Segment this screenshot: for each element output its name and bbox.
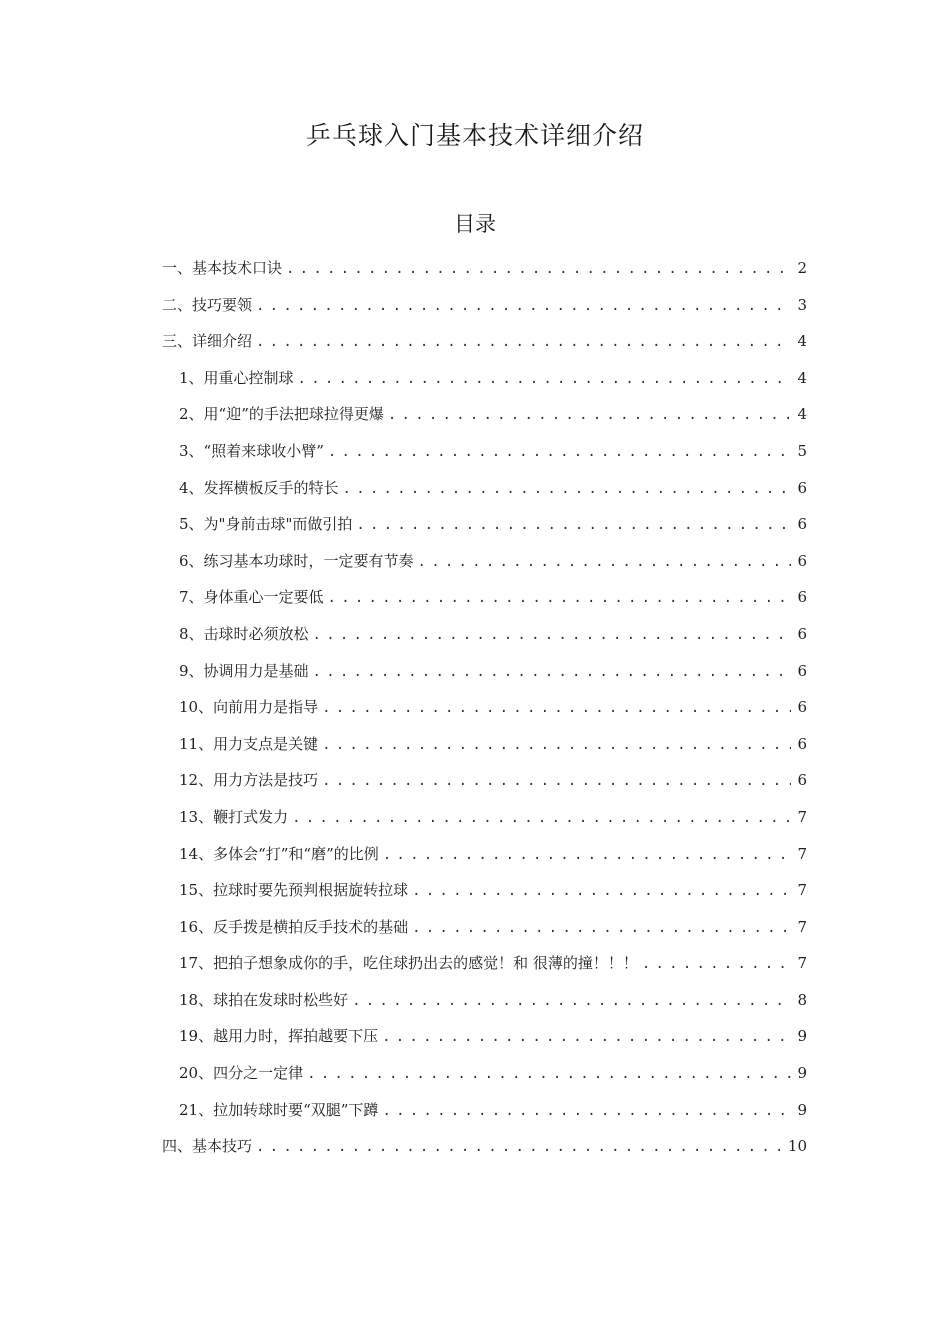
toc-entry-label: 15、拉球时要先预判根据旋转拉球 <box>179 881 409 900</box>
toc-entry-basic-skills[interactable] <box>162 1133 807 1170</box>
toc-page-number: 6 <box>797 771 807 790</box>
toc-page-number: 9 <box>797 1064 807 1083</box>
toc-dot-leader <box>418 549 791 575</box>
toc-entry-label: 16、反手拨是横拍反手技术的基础 <box>179 917 409 936</box>
toc-entry-detailed-introduction[interactable] <box>162 328 807 365</box>
toc-entry-basic-technique-mnemonic[interactable] <box>162 255 807 292</box>
toc-subentry-9[interactable] <box>162 658 807 695</box>
toc-entry-label: 6、练习基本功球时，一定要有节奏 <box>179 551 414 570</box>
toc-dot-leader <box>383 842 791 868</box>
toc-subentry-7[interactable] <box>162 584 807 621</box>
toc-subentry-5[interactable] <box>162 511 807 548</box>
toc-dot-leader <box>352 988 791 1014</box>
toc-dot-leader <box>313 622 791 648</box>
toc-dot-leader <box>388 402 791 428</box>
toc-page-number: 3 <box>797 295 807 314</box>
toc-entry-label: 一、基本技术口诀 <box>162 259 283 277</box>
toc-dot-leader <box>412 915 791 941</box>
toc-page-number: 4 <box>797 368 807 387</box>
toc-page-number: 9 <box>797 1100 807 1119</box>
toc-dot-leader <box>382 1024 791 1050</box>
toc-dot-leader <box>322 695 791 721</box>
toc-entry-label: 4、发挥横板反手的特长 <box>179 478 339 497</box>
toc-dot-leader <box>356 512 791 538</box>
toc-entry-label: 7、身体重心一定要低 <box>179 588 324 607</box>
toc-page-number: 8 <box>797 990 807 1009</box>
toc-page-number: 6 <box>797 478 807 497</box>
toc-subentry-13[interactable] <box>162 804 807 841</box>
toc-entry-label: 1、用重心控制球 <box>179 368 294 387</box>
toc-entry-label: 8、击球时必须放松 <box>179 624 309 643</box>
toc-dot-leader <box>256 293 791 319</box>
toc-page-number: 9 <box>797 1027 807 1046</box>
table-of-contents <box>162 255 807 1170</box>
toc-page-number: 2 <box>797 259 807 277</box>
toc-entry-label: 17、把拍子想象成你的手，吃住球扔出去的感觉！和 很薄的撞！！！ <box>179 954 638 973</box>
toc-dot-leader <box>307 1061 791 1087</box>
toc-page-number: 6 <box>797 588 807 607</box>
toc-page-number: 6 <box>797 734 807 753</box>
toc-subentry-17[interactable] <box>162 950 807 987</box>
toc-entry-label: 13、鞭打式发力 <box>179 807 289 826</box>
toc-entry-label: 20、四分之一定律 <box>179 1064 304 1083</box>
toc-entry-technique-essentials[interactable] <box>162 292 807 329</box>
toc-entry-label: 3、“照着来球收小臂” <box>179 441 324 460</box>
toc-entry-label: 18、球拍在发球时松些好 <box>179 990 349 1009</box>
toc-entry-label: 12、用力方法是技巧 <box>179 771 319 790</box>
document-title: 乒乓球入门基本技术详细介绍 <box>305 121 644 150</box>
toc-page-number: 6 <box>797 515 807 534</box>
toc-subentry-8[interactable] <box>162 621 807 658</box>
toc-dot-leader <box>286 256 791 282</box>
toc-page-number: 4 <box>797 405 807 424</box>
toc-entry-label: 11、用力支点是关键 <box>179 734 319 753</box>
toc-dot-leader <box>256 1134 782 1160</box>
toc-subentry-2[interactable] <box>162 401 807 438</box>
toc-page-number: 6 <box>797 624 807 643</box>
toc-page-number: 7 <box>797 917 807 936</box>
toc-subentry-3[interactable] <box>162 438 807 475</box>
toc-entry-label: 三、详细介绍 <box>162 332 253 351</box>
toc-heading: 目录 <box>454 212 496 236</box>
toc-page-number: 7 <box>797 954 807 973</box>
toc-subentry-18[interactable] <box>162 987 807 1024</box>
toc-page-number: 4 <box>797 332 807 351</box>
toc-entry-label: 9、协调用力是基础 <box>179 661 309 680</box>
toc-subentry-14[interactable] <box>162 841 807 878</box>
toc-subentry-10[interactable] <box>162 694 807 731</box>
toc-entry-label: 5、为"身前击球"而做引拍 <box>179 515 353 534</box>
toc-dot-leader <box>382 1098 791 1124</box>
toc-subentry-1[interactable] <box>162 365 807 402</box>
toc-page-number: 6 <box>797 661 807 680</box>
toc-dot-leader <box>313 659 791 685</box>
toc-entry-label: 14、多体会“打”和“磨”的比例 <box>179 844 379 863</box>
toc-dot-leader <box>343 476 791 502</box>
toc-entry-label: 四、基本技巧 <box>162 1137 253 1156</box>
toc-dot-leader <box>642 951 791 977</box>
toc-subentry-21[interactable] <box>162 1097 807 1134</box>
toc-entry-label: 二、技巧要领 <box>162 295 253 314</box>
toc-page-number: 7 <box>797 881 807 900</box>
toc-entry-label: 19、越用力时，挥拍越要下压 <box>179 1027 379 1046</box>
toc-subentry-4[interactable] <box>162 475 807 512</box>
toc-dot-leader <box>328 439 791 465</box>
toc-subentry-6[interactable] <box>162 548 807 585</box>
toc-dot-leader <box>298 366 791 392</box>
toc-entry-label: 21、拉加转球时要“双腿”下蹲 <box>179 1100 379 1119</box>
toc-dot-leader <box>292 805 791 831</box>
toc-page-number: 5 <box>797 441 807 460</box>
toc-subentry-20[interactable] <box>162 1060 807 1097</box>
toc-subentry-15[interactable] <box>162 877 807 914</box>
toc-subentry-19[interactable] <box>162 1023 807 1060</box>
toc-page-number: 6 <box>797 698 807 717</box>
toc-entry-label: 10、向前用力是指导 <box>179 698 319 717</box>
toc-subentry-16[interactable] <box>162 914 807 951</box>
toc-entry-label: 2、用“迎”的手法把球拉得更爆 <box>179 405 384 424</box>
toc-page-number: 6 <box>797 551 807 570</box>
toc-page-number: 7 <box>797 844 807 863</box>
toc-dot-leader <box>322 768 791 794</box>
toc-page-number: 7 <box>797 807 807 826</box>
toc-dot-leader <box>328 585 791 611</box>
toc-dot-leader <box>322 732 791 758</box>
toc-dot-leader <box>256 329 791 355</box>
toc-dot-leader <box>412 878 791 904</box>
toc-subentry-11[interactable] <box>162 731 807 768</box>
toc-subentry-12[interactable] <box>162 767 807 804</box>
toc-page-number: 10 <box>787 1137 807 1156</box>
